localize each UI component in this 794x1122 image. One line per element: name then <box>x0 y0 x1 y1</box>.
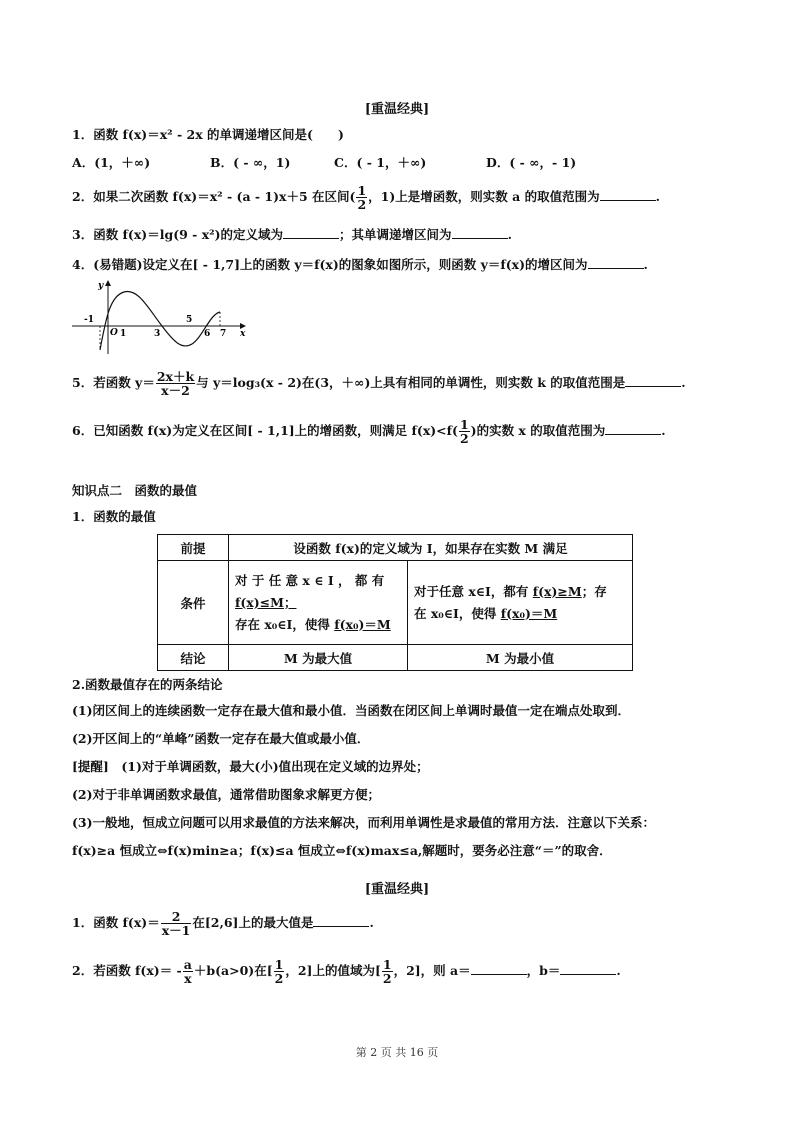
option-d: D．( - ∞，- 1) <box>486 155 577 170</box>
answer-blank[interactable] <box>560 960 616 975</box>
origin-label: O <box>110 328 118 338</box>
conclusion-2: (2)开区间上的“单峰”函数一定存在最大值或最小值． <box>72 731 370 746</box>
practice-1: 1．函数 f(x)＝ $\frac{2}{x-1}$ 在[2,6]上的最大值是 . <box>72 909 374 938</box>
max-condition: 对 于 任 意 x ∈ I ， 都 有 f(x)≤M； 存在 x₀∈I，使得 f(x₀)＝M <box>229 561 408 645</box>
premise-text: 设函数 f(x)的定义域为 I，如果存在实数 M 满足 <box>229 535 633 561</box>
min-conclusion: M 为最小值 <box>408 645 633 671</box>
question-2: 2．如果二次函数 f(x)＝x² - (a - 1)x＋5 在区间( $\frac{1}{2}$ ，1)上是增函数，则实数 a 的取值范围为 . <box>72 183 660 212</box>
fraction: $\frac{1}{2}$ <box>382 957 392 986</box>
practice-2: 2．若函数 f(x)＝ - $\frac{a}{x}$ ＋b(a>0)在[ $\frac{1}{2}$ ，2]上的值域为[ $\frac{1}{2}$ ，2]，则 a＝ ，b＝ . <box>72 957 621 986</box>
answer-blank[interactable] <box>283 224 339 239</box>
tip-1: [提醒] (1)对于单调函数，最大(小)值出现在定义域的边界处； <box>72 759 429 774</box>
question-3: 3．函数 f(x)＝lg(9 - x²)的定义域为 ；其单调递增区间为 . <box>72 224 512 244</box>
answer-blank[interactable] <box>588 254 644 269</box>
condition-label: 条件 <box>158 561 229 645</box>
tick-label: 6 <box>204 329 211 339</box>
option-a: A．(1，＋∞) <box>72 155 151 170</box>
answer-blank[interactable] <box>471 960 527 975</box>
y-axis-label: y <box>98 281 104 291</box>
question-5: 5．若函数 y＝ $\frac{2x+k}{x-2}$ 与 y＝log₃(x - 2)在(3，＋∞)上具有相同的单调性，则实数 k 的取值范围是 . <box>72 369 686 398</box>
conclusion-1: (1)闭区间上的连续函数一定存在最大值和最小值．当函数在闭区间上单调时最值一定在端点处取到． <box>72 703 631 718</box>
tip-3: (3)一般地，恒成立问题可以用求最值的方法来解决，而利用单调性是求最值的常用方法．注意以下关系： <box>72 815 656 830</box>
fraction: $\frac{2}{x-1}$ <box>161 909 191 938</box>
tick-label: 7 <box>220 329 227 339</box>
option-b: B．( - ∞，1) <box>210 155 291 170</box>
answer-blank[interactable] <box>313 912 369 927</box>
answer-blank[interactable] <box>452 224 508 239</box>
conclusion-label: 结论 <box>158 645 229 671</box>
fraction: $\frac{1}{2}$ <box>459 417 469 446</box>
review-heading: [重温经典] <box>364 102 430 117</box>
function-graph <box>70 278 250 358</box>
fraction: $\frac{a}{x}$ <box>183 957 192 986</box>
subsection-title: 1．函数的最值 <box>72 509 156 524</box>
fraction: $\frac{1}{2}$ <box>357 183 367 212</box>
premise-label: 前提 <box>158 535 229 561</box>
section-title: 知识点二 函数的最值 <box>72 483 198 498</box>
tick-label: 1 <box>120 329 127 339</box>
tick-label: 3 <box>154 329 161 339</box>
x-axis-label: x <box>240 329 246 339</box>
review-heading: [重温经典] <box>364 882 430 897</box>
tick-label: 5 <box>186 315 193 325</box>
tip-4: f(x)≥a 恒成立⇔f(x)min≥a；f(x)≤a 恒成立⇔f(x)max≤a,解题时，要务必注意“＝”的取舍． <box>72 843 612 858</box>
answer-blank[interactable] <box>600 186 656 201</box>
question-1: 1．函数 f(x)＝x² - 2x 的单调递增区间是( ) <box>72 127 344 142</box>
tip-2: (2)对于非单调函数求最值，通常借助图象求解更方便； <box>72 787 381 802</box>
option-c: C．( - 1，＋∞) <box>334 155 427 170</box>
page-footer: 第 2 页 共 16 页 <box>355 1046 439 1059</box>
question-4: 4．(易错题)设定义在[ - 1,7]上的函数 y＝f(x)的图象如图所示，则函数 y＝f(x)的增区间为 . <box>72 254 648 274</box>
tick-label: -1 <box>84 315 94 325</box>
max-min-table <box>157 534 633 671</box>
curve <box>100 291 220 350</box>
fraction: $\frac{2x+k}{x-2}$ <box>156 369 195 398</box>
answer-blank[interactable] <box>605 420 661 435</box>
max-conclusion: M 为最大值 <box>229 645 408 671</box>
fraction: $\frac{1}{2}$ <box>274 957 284 986</box>
y-axis-arrow <box>105 280 111 286</box>
question-6: 6．已知函数 f(x)为定义在区间[ - 1,1]上的增函数，则满足 f(x)<f( $\frac{1}{2}$ )的实数 x 的取值范围为 . <box>72 417 666 446</box>
min-condition: 对于任意 x∈I，都有 f(x)≥M；存 在 x₀∈I，使得 f(x₀)＝M <box>408 561 633 645</box>
subsection-title: 2.函数最值存在的两条结论 <box>72 677 223 692</box>
answer-blank[interactable] <box>625 372 681 387</box>
